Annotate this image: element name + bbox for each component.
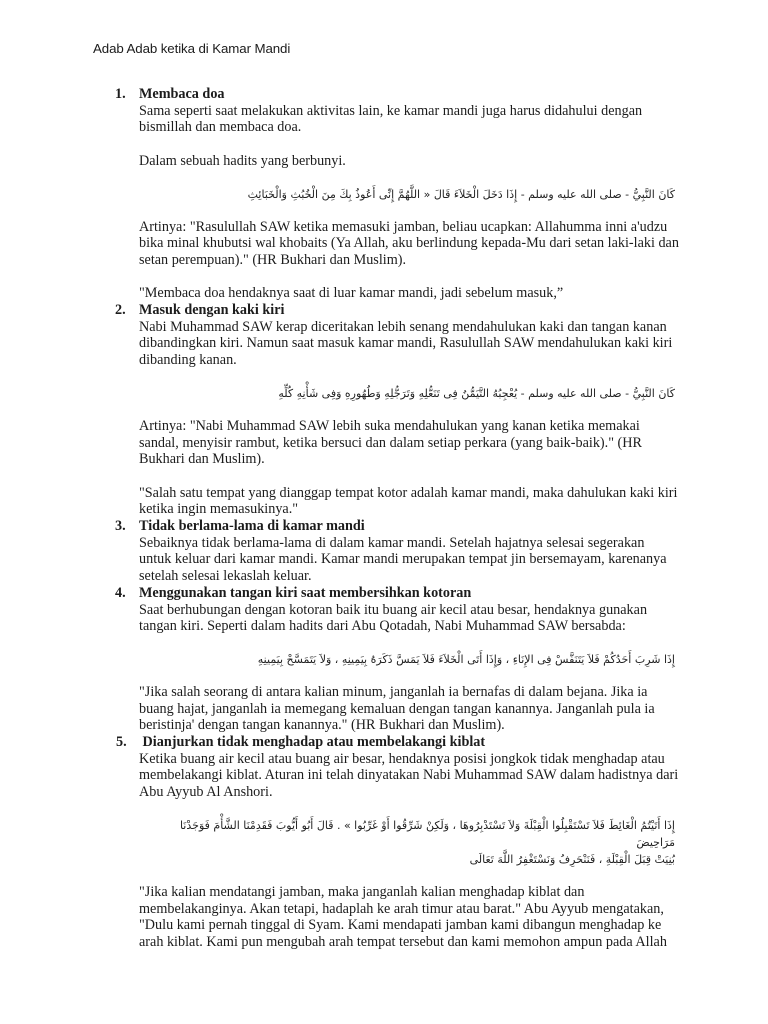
arabic-hadith-line-2: بُنِيَتْ قِبَلَ الْقِبْلَةِ ، فَنَنْحَرِفُ وَنَسْتَغْفِرُ اللَّهَ تَعَالَى: [469, 852, 675, 866]
item-number: 1.: [115, 86, 126, 102]
item-lead: Dalam sebuah hadits yang berbunyi.: [139, 152, 346, 169]
item-heading: Masuk dengan kaki kiri: [139, 302, 285, 318]
item-intro: Sebaiknya tidak berlama-lama di dalam kamar mandi. Setelah hajatnya selesai segerakan untuk keluar dari kamar mandi. Kamar mandi merupakan tempat jin bersemayam, karenanya setelah selesai lekaslah keluar.: [139, 534, 667, 585]
item-closing: "Salah satu tempat yang dianggap tempat kotor adalah kamar mandi, maka dahulukan kaki kiri ketika ingin memasukinya.": [139, 484, 678, 518]
item-translation: "Jika kalian mendatangi jamban, maka janganlah kalian menghadap kiblat dan membelakanginya. Akan tetapi, hadaplah ke arah timur atau barat." Abu Ayyub mengatakan, "Dulu kami pernah tinggal di Syam. Kami mendapati jamban kami dibangun menghadap ke arah kiblat. Kami pun mengubah arah tempat tersebut dan kami memohon ampun pada Allah: [139, 883, 667, 950]
item-translation: Artinya: "Nabi Muhammad SAW lebih suka mendahulukan yang kanan ketika memakai sandal, menyisir rambut, ketika bersuci dan dalam setiap perkara (yang baik-baik)." (HR Bukhari dan Muslim).: [139, 417, 642, 468]
arabic-hadith: كَانَ النَّبِيُّ - صلى الله عليه وسلم - إِذَا دَخَلَ الْخَلاَءَ قَالَ « اللَّهُمَّ إِنِّى أَعُوذُ بِكَ مِنَ الْخُبُثِ وَالْخَبَائِثِ: [247, 187, 675, 201]
item-number: 4.: [115, 584, 126, 601]
item-heading: Menggunakan tangan kiri saat membersihkan kotoran: [139, 584, 472, 601]
item-number: 3.: [115, 518, 126, 535]
item-closing: "Membaca doa hendaknya saat di luar kamar mandi, jadi sebelum masuk,”: [139, 285, 564, 302]
item-intro: Ketika buang air kecil atau buang air besar, hendaknya posisi jongkok tidak menghadap atau membelakangi kiblat. Aturan ini telah dinyatakan Nabi Muhammad SAW dalam hadistnya dari Abu Ayyub Al Anshori.: [139, 750, 679, 801]
list-item-5: [0, 734, 679, 951]
page-title: Adab Adab ketika di Kamar Mandi: [93, 41, 291, 56]
arabic-hadith: إِذَا شَرِبَ أَحَدُكُمْ فَلاَ يَتَنَفَّسْ فِى الإِنَاءِ ، وَإِذَا أَتَى الْخَلاَءَ فَلاَ يَمَسَّ ذَكَرَهُ بِيَمِينِهِ ، وَلاَ يَتَمَسَّحْ بِيَمِينِهِ: [257, 652, 675, 666]
document-body: [0, 86, 768, 951]
item-translation: Artinya: "Rasulullah SAW ketika memasuki jamban, beliau ucapkan: Allahumma inni a'udzu bika minal khubutsi wal khobaits (Ya Allah, aku berlindung kepada-Mu dari setan laki-laki dan setan perempuan)." (HR Bukhari dan Muslim).: [139, 218, 679, 268]
item-intro: Sama seperti saat melakukan aktivitas lain, ke kamar mandi juga harus didahului dengan bismillah dan membaca doa.: [139, 102, 643, 136]
item-intro: Nabi Muhammad SAW kerap diceritakan lebih senang mendahulukan kaki dan tangan kanan dibandingkan kiri. Namun saat masuk kamar mandi, Rasulullah SAW mendahulukan kaki kiri dibanding kanan.: [139, 318, 673, 369]
list-item-2: [0, 302, 679, 518]
item-heading: Tidak berlama-lama di kamar mandi: [139, 518, 365, 535]
list-item-1: [0, 86, 679, 302]
item-intro: Saat berhubungan dengan kotoran baik itu buang air kecil atau besar, hendaknya gunakan tangan kiri. Seperti dalam hadits dari Abu Qotadah, Nabi Muhammad SAW bersabda:: [139, 601, 648, 635]
arabic-hadith: كَانَ النَّبِيُّ - صلى الله عليه وسلم - يُعْجِبُهُ التَّيَمُّنُ فِى تَنَعُّلِهِ وَتَرَجُّلِهِ وَطُهُورِهِ وَفِى شَأْنِهِ كُلِّهِ: [278, 386, 675, 400]
item-heading: Membaca doa: [139, 86, 225, 102]
item-number: 2.: [115, 302, 126, 318]
arabic-hadith-line-1: إِذَا أَتَيْتُمُ الْغَائِطَ فَلاَ تَسْتَقْبِلُوا الْقِبْلَةَ وَلاَ تَسْتَدْبِرُوهَا ، وَلَكِنْ شَرِّقُوا أَوْ غَرِّبُوا » . قَالَ أَبُو أَيُّوبَ فَقَدِمْنَا الشَّأْمَ فَوَجَدْنَا مَرَاحِيضَ: [179, 818, 675, 849]
item-translation: "Jika salah seorang di antara kalian minum, janganlah ia bernafas di dalam bejana. Jika ia buang hajat, janganlah ia memegang kemaluan dengan tangan kanannya. Janganlah pula ia beristinja' dengan tangan kanannya." (HR Bukhari dan Muslim).: [139, 683, 655, 734]
list-item-4: [0, 585, 679, 734]
list-item-3: [0, 518, 679, 585]
item-number: 5.: [116, 734, 127, 751]
item-heading: Dianjurkan tidak menghadap atau membelakangi kiblat: [139, 734, 486, 751]
